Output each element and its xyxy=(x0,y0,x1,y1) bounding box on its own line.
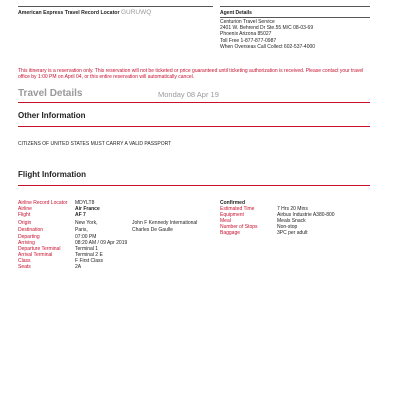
record-locator-value: GURUWQ xyxy=(120,9,152,16)
row-label: Airline Record Locator xyxy=(18,200,68,206)
passport-note: CITIZENS OF UNITED STATES MUST CARRY A VALID PASSPORT xyxy=(18,141,172,147)
row-value: 08:20 AM / 09 Apr 2019 xyxy=(75,240,128,246)
row-value: Terminal 2 E xyxy=(75,252,103,258)
row-label: Estimated Time xyxy=(220,206,255,212)
reservation-notice: This itinerary is a reservation only. This reservation will not be ticketed or price guaranteed until ticketing authorization is received. Please contact your travel office by 1:00 PM on April 04, or this entire reservation will automatically cancel. xyxy=(18,68,364,81)
row-value: 7 Hrs 20 Mins xyxy=(277,206,308,212)
row-value: F First Class xyxy=(75,258,104,264)
row-label: Airline xyxy=(18,206,32,212)
travel-date: Monday 08 Apr 19 xyxy=(158,90,219,99)
other-info-title: Other Information xyxy=(18,111,86,120)
row-label: Seats xyxy=(18,264,31,270)
row-label: Destination xyxy=(18,227,44,233)
row-value: Non-stop xyxy=(277,224,298,230)
row-label: Origin xyxy=(18,220,32,226)
row-value: Airbus Industrie A380-800 xyxy=(277,212,335,218)
agent-line: Centurion Travel Service xyxy=(220,19,275,25)
agent-details xyxy=(220,19,315,50)
row-value: 2A xyxy=(75,264,82,270)
agent-line: When Overseas Call Collect 602-537-4000 xyxy=(220,43,316,50)
travel-details-title: Travel Details xyxy=(18,88,83,99)
row-value: AF 7 xyxy=(75,212,86,218)
row-label: Meal xyxy=(220,218,231,224)
row-label: Arriving xyxy=(18,240,35,246)
row-value: New York, xyxy=(75,220,98,226)
travel-divider xyxy=(18,102,370,103)
row-value: Air France xyxy=(75,206,100,212)
booking-status: Confirmed xyxy=(220,200,245,206)
row-label: Equipment xyxy=(220,212,244,218)
row-value: Paris, xyxy=(75,227,88,233)
row-label: Arrival Terminal xyxy=(18,252,53,258)
top-divider-left xyxy=(18,6,213,7)
agent-line: 2401 W. Behrend Dr Ste.55 M/C 08-03-69 xyxy=(220,25,314,32)
row-value: Meals Snack xyxy=(277,218,306,224)
agent-line: Phoenix Arizona 85027 xyxy=(220,31,272,38)
row-value: Terminal 1 xyxy=(75,246,99,252)
row-label: Baggage xyxy=(220,230,241,236)
row-value: 07:00 PM xyxy=(75,234,97,240)
agent-divider xyxy=(220,17,370,18)
top-divider-right xyxy=(220,6,370,7)
agent-line: Toll Free 1-877-877-0987 xyxy=(220,37,277,44)
agent-details-title: Agent Details xyxy=(220,10,252,16)
row-value: 3PC per adult xyxy=(277,230,308,236)
origin-airport: John F Kennedy International xyxy=(132,220,198,226)
record-locator xyxy=(18,9,151,17)
other-info-divider xyxy=(18,126,370,127)
destination-airport: Charles De Gaulle xyxy=(132,227,173,233)
record-locator-label: American Express Travel Record Locator xyxy=(18,10,120,16)
flight-info-title: Flight Information xyxy=(18,170,86,179)
row-value: MDYLT8 xyxy=(75,200,95,206)
row-label: Flight xyxy=(18,212,31,218)
row-label: Number of Stops xyxy=(220,224,258,230)
row-label: Departure Terminal xyxy=(18,246,61,252)
row-label: Class xyxy=(18,258,31,264)
row-label: Departing xyxy=(18,234,40,240)
flight-info-divider xyxy=(18,185,370,186)
